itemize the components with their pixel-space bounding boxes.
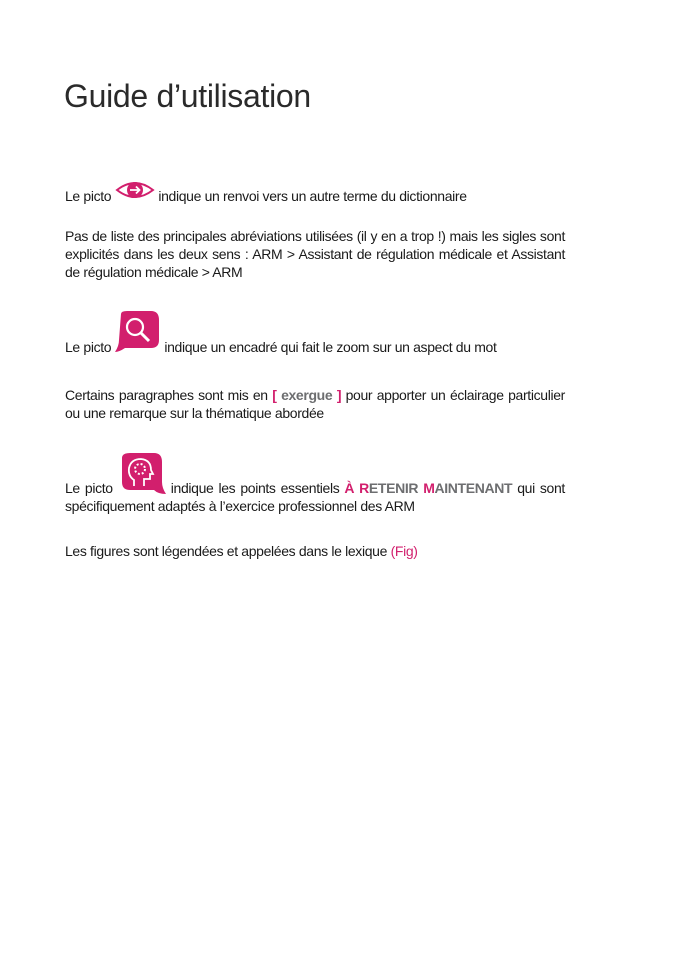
text: qui sont spécifiquement adaptés à l’exercice professionnel des ARM xyxy=(65,480,565,514)
text: indique un encadré qui fait le zoom sur un aspect du mot xyxy=(164,339,497,355)
text: Les figures sont légendées et appelées dans le lexique xyxy=(65,543,388,559)
bracket-close: ] xyxy=(336,387,342,403)
paragraph-zoom xyxy=(65,310,565,356)
text: Le picto xyxy=(65,188,112,204)
paragraph-abbreviations: Pas de liste des principales abréviations utilisées (il y en a trop !) mais les sigles sont explicités dans les deux sens : ARM > Assistant de régulation médicale et Assistant de régulation médicale > ARM xyxy=(65,228,565,280)
text: Certains paragraphes sont mis en xyxy=(65,387,268,403)
head-bubble-icon xyxy=(118,452,166,500)
text: pour apporter un éclairage particulier ou une remarque sur la thématique abordée xyxy=(65,387,565,421)
emphasis-aintenant: AINTENANT xyxy=(434,480,513,496)
emphasis-a: À xyxy=(344,480,355,496)
fig-reference: (Fig) xyxy=(390,543,418,559)
bracket-open: [ xyxy=(272,387,277,403)
paragraph-figures xyxy=(65,542,565,560)
text: indique un renvoi vers un autre terme du dictionnaire xyxy=(158,188,467,204)
emphasis-r: R xyxy=(359,480,369,496)
eye-arrow-icon xyxy=(115,179,155,205)
text: Le picto xyxy=(65,339,112,355)
text: Le picto xyxy=(65,480,113,496)
emphasis-etenir: ETENIR xyxy=(368,480,419,496)
paragraph-cross-reference xyxy=(65,179,565,205)
paragraph-retenir xyxy=(65,452,565,515)
emphasis-m: M xyxy=(423,480,435,496)
magnifier-bubble-icon xyxy=(115,310,161,358)
text: indique les points essentiels xyxy=(170,480,340,496)
page-title: Guide d’utilisation xyxy=(64,78,311,114)
paragraph-exergue xyxy=(65,386,565,422)
exergue-example: exergue xyxy=(281,387,333,403)
